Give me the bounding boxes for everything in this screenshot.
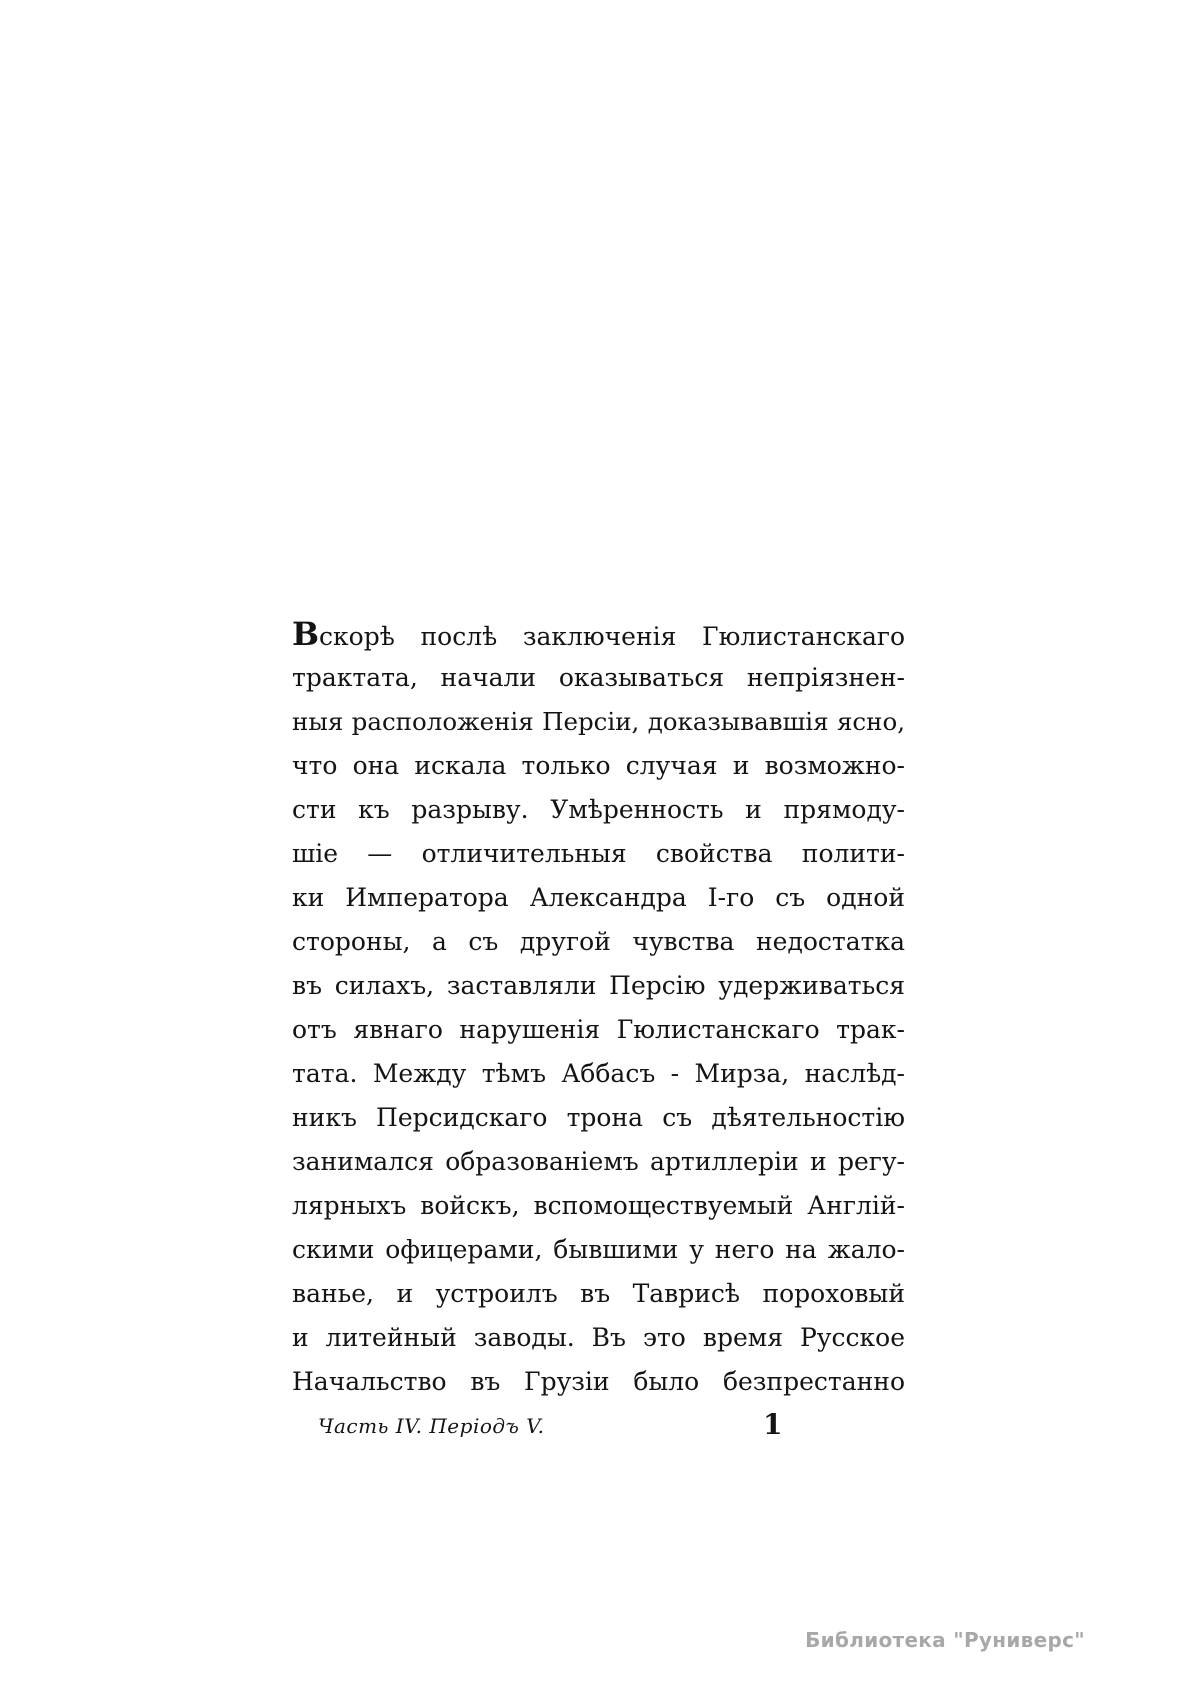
- text-line-4: что она искала только случая и возможно-: [292, 751, 905, 780]
- signature-mark: Часть IV. Періодъ V.: [318, 1414, 545, 1438]
- text-line-3: ныя расположенія Персіи, доказывавшія ясно,: [292, 707, 905, 736]
- sheet-number: 1: [763, 1408, 783, 1441]
- text-line-6: шіе — отличительныя свойства полити-: [292, 839, 905, 868]
- text-line-10: отъ явнаго нарушенія Гюлистанскаго трак-: [292, 1015, 905, 1044]
- text-line-14: лярныхъ войскъ, вспомоществуемый Англій-: [292, 1191, 905, 1220]
- text-line-5: сти къ разрыву. Умѣренность и прямоду-: [292, 795, 905, 824]
- page-footer: [318, 1408, 788, 1448]
- body-text: [292, 612, 905, 1404]
- first-line-text: скорѣ послѣ заключенія Гюлистанскаго: [319, 622, 905, 651]
- drop-capital: В: [292, 615, 320, 653]
- library-watermark: Библиотека "Руниверс": [805, 1628, 1085, 1652]
- text-line-13: занимался образованіемъ артиллеріи и регу-: [292, 1147, 905, 1176]
- text-line-17: и литейный заводы. Въ это время Русское: [292, 1323, 905, 1352]
- text-line-18: Начальство въ Грузіи было безпрестанно: [292, 1367, 905, 1396]
- text-line-12: никъ Персидскаго трона съ дѣятельностію: [292, 1103, 905, 1132]
- text-line-9: въ силахъ, заставляли Персію удерживаться: [292, 971, 905, 1000]
- text-line-15: скими офицерами, бывшими у него на жало-: [292, 1235, 905, 1264]
- text-line-16: ванье, и устроилъ въ Таврисѣ пороховый: [292, 1279, 905, 1308]
- text-line-8: стороны, а съ другой чувства недостатка: [292, 927, 905, 956]
- text-line-2: трактата, начали оказываться непріязнен-: [292, 663, 905, 692]
- text-line-7: ки Императора Александра I-го съ одной: [292, 883, 905, 912]
- text-line-1: [292, 612, 905, 656]
- text-line-11: тата. Между тѣмъ Аббасъ - Мирза, наслѣд-: [292, 1059, 905, 1088]
